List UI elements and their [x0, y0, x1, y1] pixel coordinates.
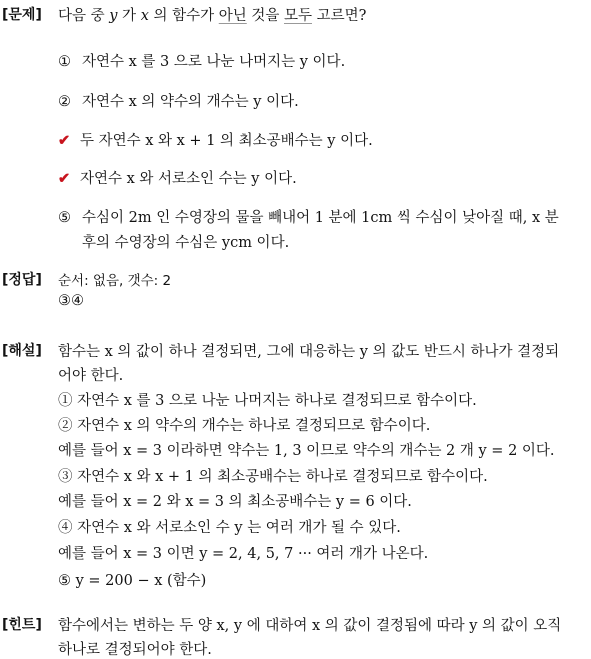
- explanation-line: ② 자연수 x 의 약수의 개수는 하나로 결정되므로 함수이다.: [58, 418, 431, 434]
- explanation-line: 어야 한다.: [58, 368, 124, 384]
- underline-not: 아닌: [218, 8, 247, 24]
- explanation-line: ⑤ y = 200 − x (함수): [58, 573, 207, 589]
- explanation-line: ③ 자연수 x 와 x + 1 의 최소공배수는 하나로 결정되므로 함수이다.: [58, 469, 488, 485]
- hint-tag: [힌트]: [2, 617, 42, 633]
- answer-line-2: ③④: [58, 293, 84, 309]
- choice-5: ⑤ 수심이 2m 인 수영장의 물을 빼내어 1 분에 1cm 씩 수심이 낮아질 때, x 분: [58, 210, 559, 226]
- explanation-line: 예를 들어 x = 2 와 x = 3 의 최소공배수는 y = 6 이다.: [58, 494, 412, 510]
- explanation-tag: [해설]: [2, 343, 42, 359]
- problem-tag: [문제]: [2, 7, 42, 23]
- choice-4: ✔ 자연수 x 와 서로소인 수는 y 이다.: [58, 170, 297, 187]
- explanation-line: ① 자연수 x 를 3 으로 나눈 나머지는 하나로 결정되므로 함수이다.: [58, 393, 477, 409]
- problem-question: 다음 중 y 가 x 의 함수가 아닌 것을 모두 고르면?: [58, 8, 367, 24]
- choice-5-cont: 후의 수영장의 수심은 ycm 이다.: [82, 235, 290, 251]
- explanation-line: 예를 들어 x = 3 이라하면 약수는 1, 3 이므로 약수의 개수는 2 개 y = 2 이다.: [58, 443, 555, 459]
- answer-line-1: 순서: 없음, 갯수: 2: [58, 273, 172, 289]
- checkmark-icon: ✔: [58, 132, 71, 149]
- explanation-line: 예를 들어 x = 3 이면 y = 2, 4, 5, 7 ··· 여러 개가 나온다.: [58, 546, 429, 562]
- hint-line: 함수에서는 변하는 두 양 x, y 에 대하여 x 의 값이 결정됨에 따라 y 의 값이 오직: [58, 618, 562, 634]
- answer-tag: [정답]: [2, 272, 42, 288]
- explanation-line: 함수는 x 의 값이 하나 결정되면, 그에 대응하는 y 의 값도 반드시 하나가 결정되: [58, 344, 560, 360]
- choice-2: ② 자연수 x 의 약수의 개수는 y 이다.: [58, 94, 299, 110]
- explanation-line: ④ 자연수 x 와 서로소인 수 y 는 여러 개가 될 수 있다.: [58, 520, 401, 536]
- choice-1: ① 자연수 x 를 3 으로 나눈 나머지는 y 이다.: [58, 54, 346, 70]
- checkmark-icon: ✔: [58, 170, 71, 187]
- underline-all: 모두: [283, 8, 312, 24]
- hint-line: 하나로 결정되어야 한다.: [58, 642, 212, 658]
- choice-3: ✔ 두 자연수 x 와 x + 1 의 최소공배수는 y 이다.: [58, 132, 373, 149]
